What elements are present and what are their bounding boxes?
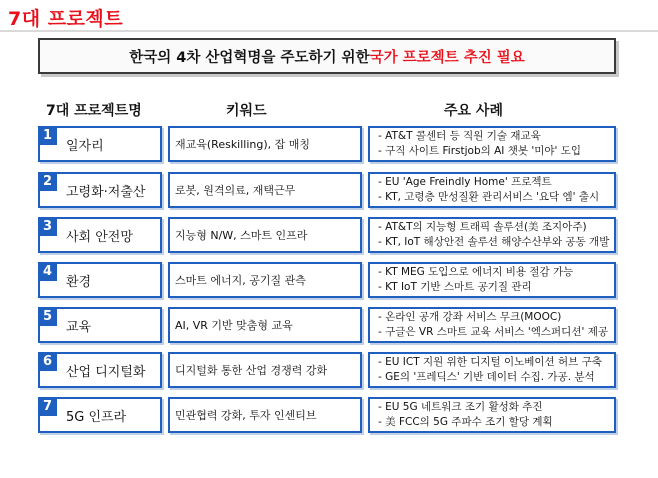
case-item: - EU 'Age Freindly Home' 프로젝트 [378,176,552,188]
case-item: - KT, IoT 해상안전 솔루션 해양수산부와 공동 개발 [378,236,610,248]
project-cases [368,217,616,253]
case-item: - 구글은 VR 스마트 교육 서비스 '엑스퍼디션' 제공 [378,326,608,338]
project-cases [368,126,616,162]
project-number: 5 [38,307,57,326]
project-name: 고령화·저출산 [38,172,162,208]
case-item: - KT IoT 기반 스마트 공기질 관리 [378,281,532,293]
header-keyword: 키워드 [226,103,267,119]
banner-highlight: 국가 프로젝트 추진 필요 [369,49,525,66]
project-name: 일자리 [38,126,162,162]
case-item: - KT MEG 도입으로 에너지 비용 절감 가능 [378,266,574,278]
project-keyword: 지능형 N/W, 스마트 인프라 [168,217,362,253]
project-keyword: 로봇, 원격의료, 재택근무 [168,172,362,208]
case-item: - AT&T 콜센터 등 직원 기술 재교육 [378,130,541,142]
title-divider [0,30,658,32]
case-item: - 구직 사이트 Firstjob의 AI 챗봇 '미야' 도입 [378,145,582,157]
project-keyword: 디지털화 통한 산업 경쟁력 강화 [168,352,362,388]
banner-prefix: 한국의 4차 산업혁명을 주도하기 위한 [129,49,370,66]
project-number: 7 [38,397,57,416]
headline-banner [38,38,616,74]
project-cases [368,307,616,343]
case-item: - 美 FCC의 5G 주파수 조기 할당 계획 [378,416,553,428]
project-keyword: 재교육(Reskilling), 잡 매칭 [168,126,362,162]
project-name: 교육 [38,307,162,343]
project-row [38,397,616,433]
project-name: 산업 디지털화 [38,352,162,388]
project-name: 환경 [38,262,162,298]
case-item: - EU 5G 네트워크 조기 활성화 추진 [378,401,543,413]
project-cases [368,397,616,433]
case-item: - AT&T의 지능형 트래픽 솔루션(美 조지아주) [378,221,587,233]
project-row [38,172,616,208]
project-keyword: 민관협력 강화, 투자 인센티브 [168,397,362,433]
project-cases [368,262,616,298]
project-row [38,126,616,162]
case-item: - KT, 고령층 만성질환 관리서비스 '요닥 엠' 출시 [378,191,600,203]
project-cases [368,352,616,388]
project-number: 3 [38,217,57,236]
project-number: 2 [38,172,57,191]
case-item: - 온라인 공개 강좌 서비스 무크(MOOC) [378,311,562,323]
header-cases: 주요 사례 [444,103,503,119]
project-row [38,352,616,388]
project-number: 1 [38,126,57,145]
project-row [38,307,616,343]
project-keyword: AI, VR 기반 맞춤형 교육 [168,307,362,343]
project-name: 5G 인프라 [38,397,162,433]
project-name: 사회 안전망 [38,217,162,253]
case-item: - EU ICT 지원 위한 디지털 이노베이션 허브 구축 [378,356,602,368]
project-row [38,217,616,253]
project-cases [368,172,616,208]
case-item: - GE의 '프레딕스' 기반 데이터 수집. 가공. 분석 [378,371,595,383]
project-number: 4 [38,262,57,281]
project-row [38,262,616,298]
project-number: 6 [38,352,57,371]
header-project-name: 7대 프로젝트명 [46,103,142,119]
page-title: 7대 프로젝트 [8,8,124,30]
project-keyword: 스마트 에너지, 공기질 관측 [168,262,362,298]
